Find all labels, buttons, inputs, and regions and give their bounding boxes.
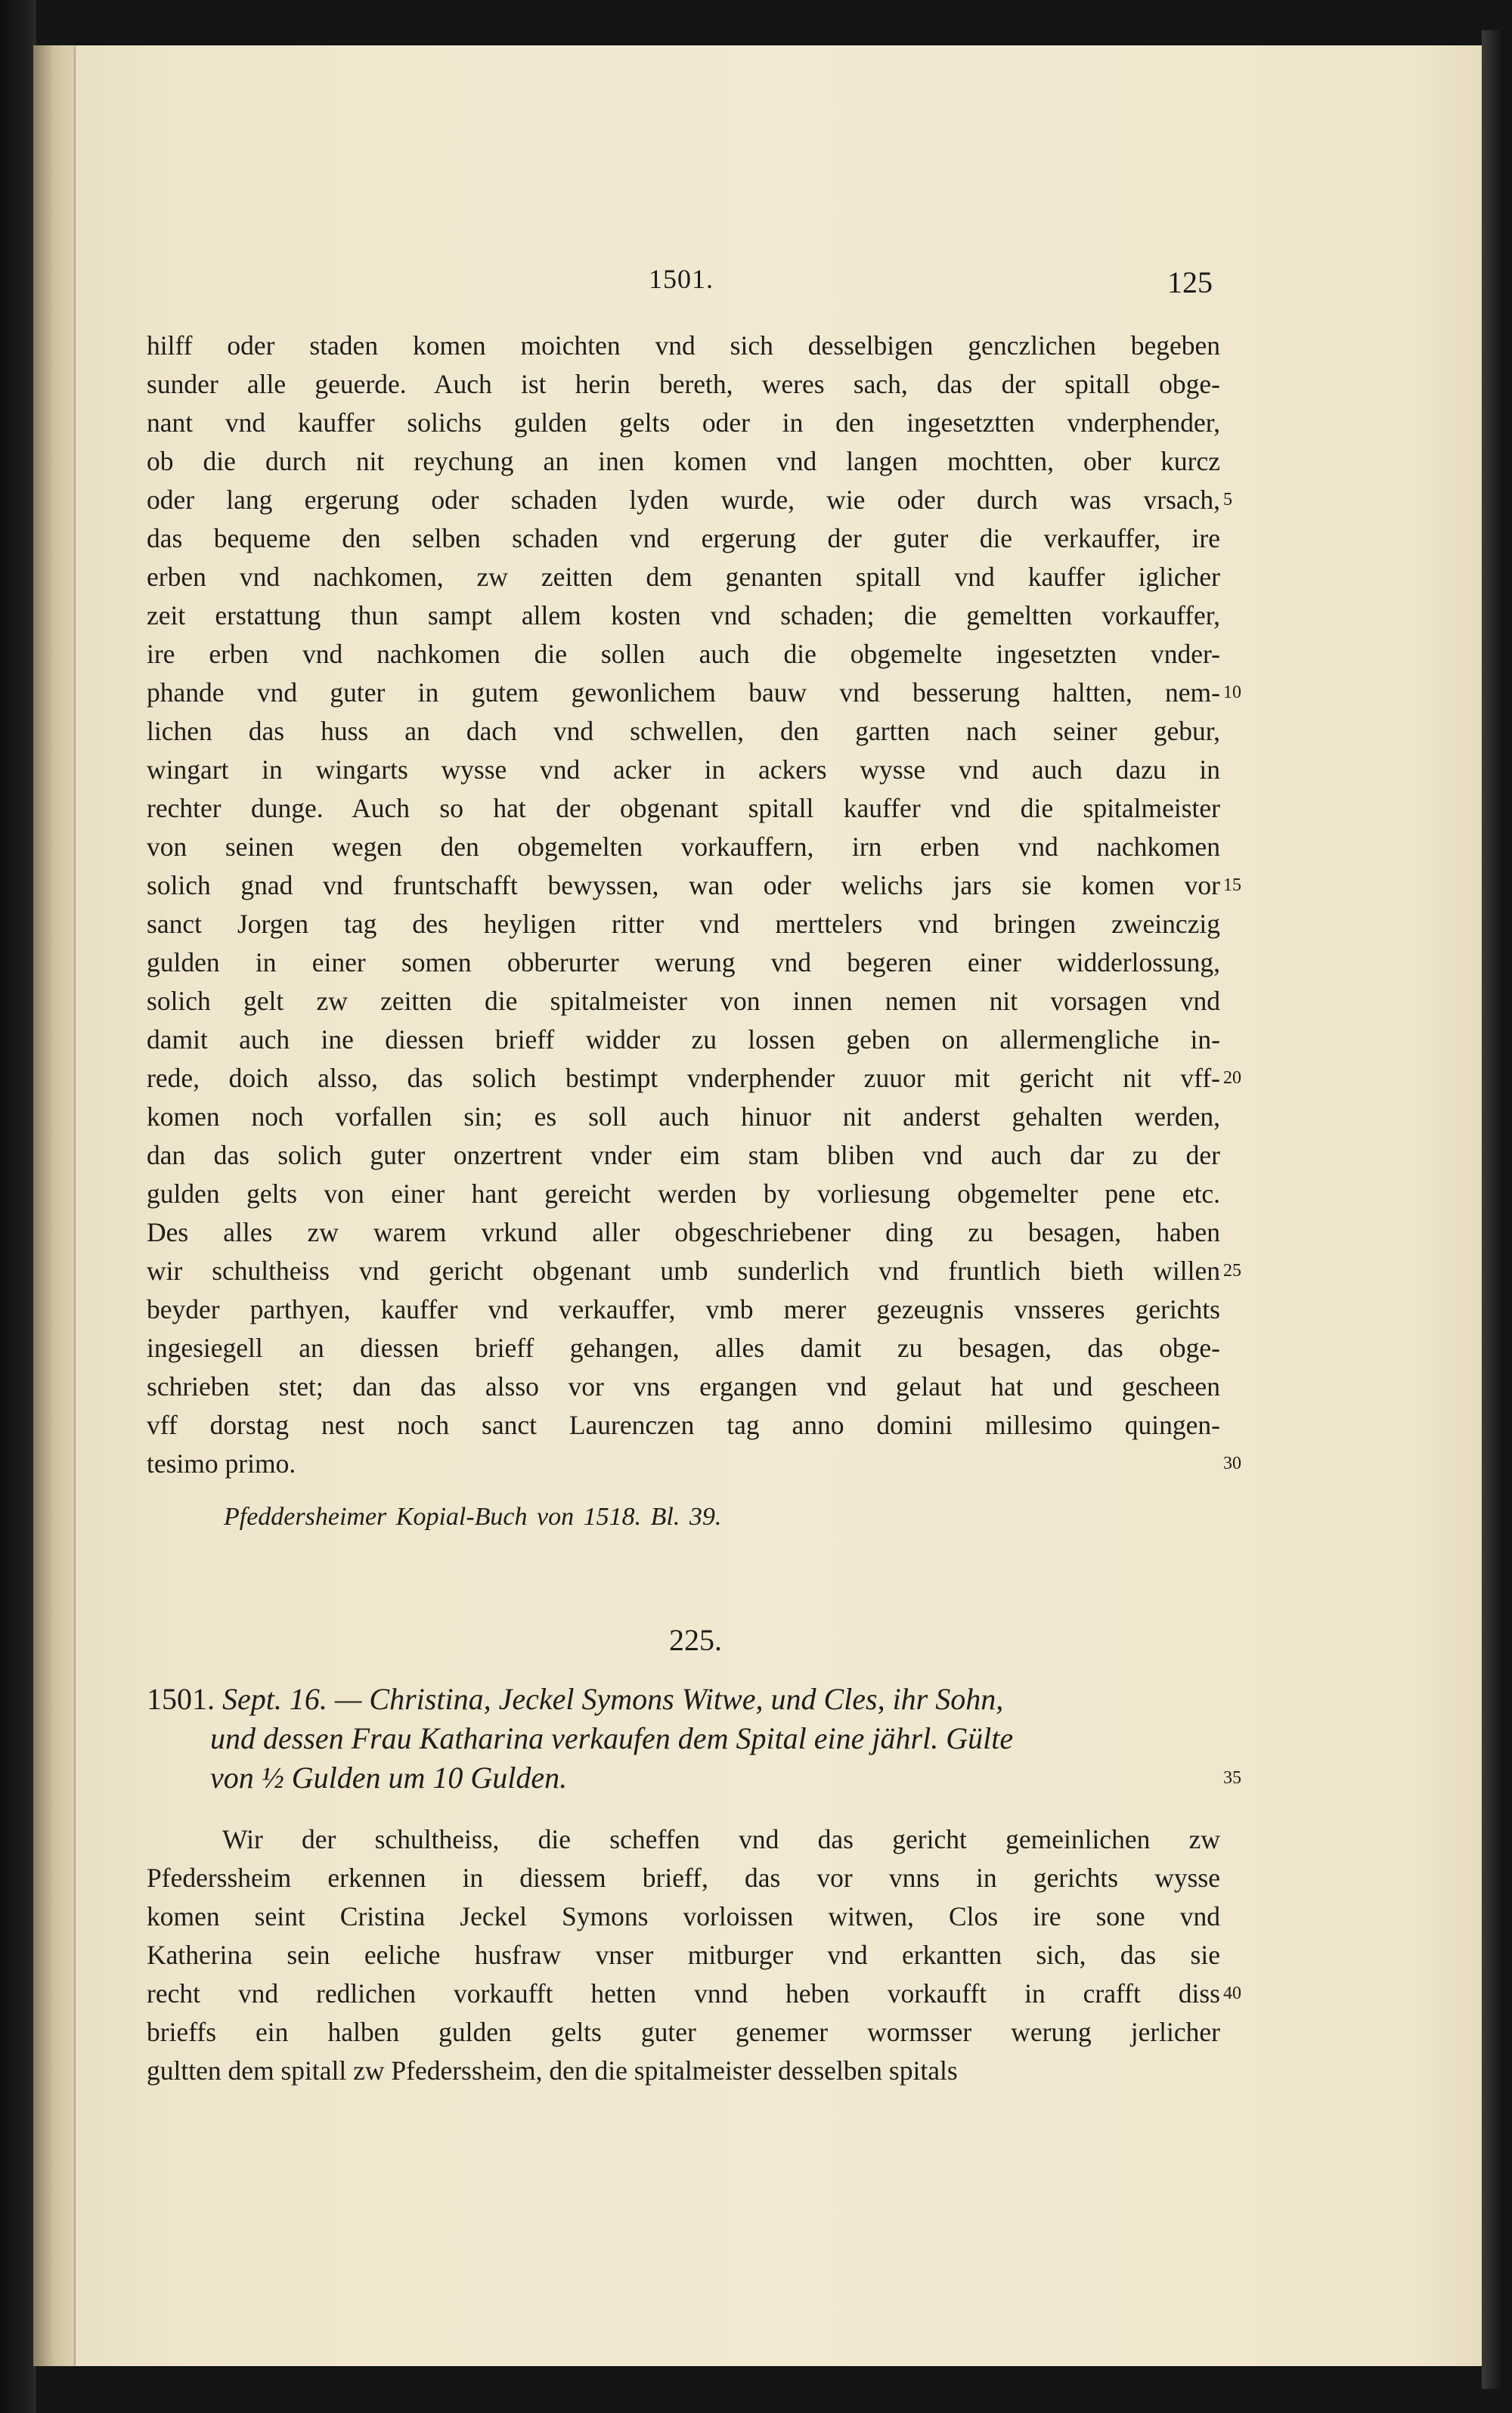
page-gutter bbox=[33, 45, 79, 2366]
line-number: 25 bbox=[1223, 1261, 1241, 1281]
source-note: Pfeddersheimer Kopial-Buch von 1518. Bl. 39. bbox=[224, 1503, 722, 1531]
text-line: solich gelt zw zeitten die spitalmeister von innen nemen nit vorsagen vnd bbox=[147, 986, 1220, 1016]
page-number: 125 bbox=[1167, 265, 1213, 299]
text-line: wingart in wingarts wysse vnd acker in ackers wysse vnd auch dazu in bbox=[147, 754, 1220, 785]
line-number: 40 bbox=[1223, 1984, 1241, 2003]
text-line: oder lang ergerung oder schaden lyden wurde, wie oder durch was vrsach, bbox=[147, 485, 1220, 515]
regest-line bbox=[147, 1680, 1003, 1719]
text-line: Wir der schultheiss, die scheffen vnd das gericht gemeinlichen zw bbox=[222, 1824, 1220, 1854]
text-line: Des alles zw warem vrkund aller obgeschriebener ding zu besagen, haben bbox=[147, 1217, 1220, 1247]
text-line: das bequeme den selben schaden vnd ergerung der guter die verkauffer, ire bbox=[147, 523, 1220, 553]
text-line: beyder parthyen, kauffer vnd verkauffer, vmb merer gezeugnis vnsseres gerichts bbox=[147, 1294, 1220, 1324]
binding-shadow bbox=[0, 0, 36, 2413]
text-line: vff dorstag nest noch sanct Laurenczen tag anno domini millesimo quingen- bbox=[147, 1410, 1220, 1440]
text-line: gulden in einer somen obberurter werung vnd begeren einer widderlossung, bbox=[147, 947, 1220, 977]
text-line: lichen das huss an dach vnd schwellen, den gartten nach seiner gebur, bbox=[147, 716, 1220, 746]
text-line: phande vnd guter in gutem gewonlichem bauw vnd besserung haltten, nem- bbox=[147, 677, 1220, 708]
text-line: tesimo primo. bbox=[147, 1448, 296, 1479]
text-line: ingesiegell an diessen brieff gehangen, alles damit zu besagen, das obge- bbox=[147, 1333, 1220, 1363]
running-head-year: 1501. bbox=[649, 264, 714, 294]
line-number: 10 bbox=[1223, 683, 1241, 702]
text-line: zeit erstattung thun sampt allem kosten vnd schaden; die gemeltten vorkauffer, bbox=[147, 600, 1220, 630]
text-line: solich gnad vnd fruntschafft bewyssen, wan oder welichs jars sie komen vor bbox=[147, 870, 1220, 900]
regest-line bbox=[210, 1719, 1013, 1758]
regest-text-1: Sept. 16. — Christina, Jeckel Symons Witwe, und Cles, ihr Sohn, bbox=[222, 1682, 1004, 1716]
text-line: Pfederssheim erkennen in diessem brieff, das vor vnns in gerichts wysse bbox=[147, 1863, 1220, 1893]
line-number: 20 bbox=[1223, 1068, 1241, 1088]
line-number: 35 bbox=[1223, 1768, 1241, 1788]
text-line: Katherina sein eeliche husfraw vnser mitburger vnd erkantten sich, das sie bbox=[147, 1940, 1220, 1970]
regest-text-3: von ½ Gulden um 10 Gulden. bbox=[210, 1761, 568, 1795]
text-line: dan das solich guter onzertrent vnder eim stam bliben vnd auch dar zu der bbox=[147, 1140, 1220, 1170]
regest-text-2: und dessen Frau Katharina verkaufen dem Spital eine jährl. Gülte bbox=[210, 1721, 1014, 1755]
text-line: sanct Jorgen tag des heyligen ritter vnd merttelers vnd bringen zweinczig bbox=[147, 909, 1220, 939]
text-line: sunder alle geuerde. Auch ist herin bereth, weres sach, das der spitall obge- bbox=[147, 369, 1220, 399]
regest-date: 1501. bbox=[147, 1682, 215, 1716]
regest-line bbox=[210, 1758, 567, 1798]
document-number-text: 225. bbox=[669, 1623, 722, 1657]
text-line: ob die durch nit reychung an inen komen vnd langen mochtten, ober kurcz bbox=[147, 446, 1220, 476]
text-line: brieffs ein halben gulden gelts guter genemer wormsser werung jerlicher bbox=[147, 2017, 1220, 2047]
text-line: hilff oder staden komen moichten vnd sich desselbigen genczlichen begeben bbox=[147, 330, 1220, 361]
line-number: 5 bbox=[1223, 490, 1232, 510]
text-line: wir schultheiss vnd gericht obgenant umb sunderlich vnd fruntlich bieth willen bbox=[147, 1256, 1220, 1286]
text-line: gulden gelts von einer hant gereicht werden by vorliesung obgemelter pene etc. bbox=[147, 1179, 1220, 1209]
text-line: gultten dem spitall zw Pfederssheim, den die spitalmeister desselben spitals bbox=[147, 2055, 958, 2086]
text-line: erben vnd nachkomen, zw zeitten dem genanten spitall vnd kauffer iglicher bbox=[147, 562, 1220, 592]
text-line: nant vnd kauffer solichs gulden gelts oder in den ingesetztten vnderphender, bbox=[147, 407, 1220, 438]
line-number: 15 bbox=[1223, 875, 1241, 895]
text-line: komen seint Cristina Jeckel Symons vorloissen witwen, Clos ire sone vnd bbox=[147, 1901, 1220, 1931]
line-number: 30 bbox=[1223, 1454, 1241, 1473]
page-right-edge bbox=[1482, 30, 1504, 2389]
document-number bbox=[0, 1622, 1512, 1658]
running-head bbox=[0, 263, 1512, 301]
text-line: von seinen wegen den obgemelten vorkauffern, irn erben vnd nachkomen bbox=[147, 832, 1220, 862]
text-line: rechter dunge. Auch so hat der obgenant spitall kauffer vnd die spitalmeister bbox=[147, 793, 1220, 823]
text-line: rede, doich alsso, das solich bestimpt vnderphender zuuor mit gericht nit vff- bbox=[147, 1063, 1220, 1093]
text-line: damit auch ine diessen brieff widder zu lossen geben on allermengliche in- bbox=[147, 1024, 1220, 1055]
text-line: recht vnd redlichen vorkaufft hetten vnnd heben vorkaufft in crafft diss bbox=[147, 1978, 1220, 2009]
text-line: ire erben vnd nachkomen die sollen auch die obgemelte ingesetzten vnder- bbox=[147, 639, 1220, 669]
text-line: schrieben stet; dan das alsso vor vns ergangen vnd gelaut hat und gescheen bbox=[147, 1371, 1220, 1402]
text-line: komen noch vorfallen sin; es soll auch hinuor nit anderst gehalten werden, bbox=[147, 1101, 1220, 1132]
